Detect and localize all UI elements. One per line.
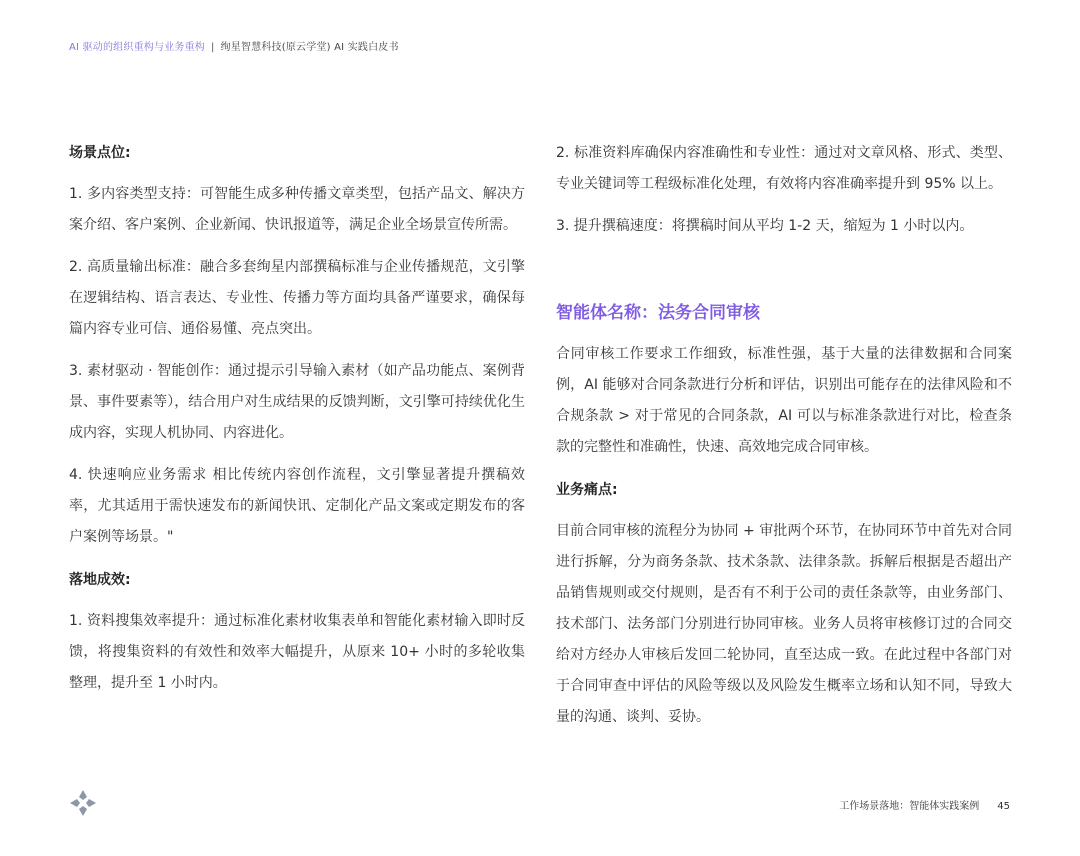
pain-text: 目前合同审核的流程分为协同 + 审批两个环节，在协同环节中首先对合同进行拆解，分为商务条款、技术条款、法律条款。拆解后根据是否超出产品销售规则或交付规则，是否有不利于公司的责任条款等，由业务部门、技术部门、法务部门分别进行协同审核。业务人员将审核修订过的合同交给对方经办人审核后发回二轮协同，直至达成一致。在此过程中各部门对于合同审查中评估的风险等级以及风险发生概率立场和认知不同，导致大量的沟通、谈判、妥协。 — [556, 523, 1012, 725]
running-header — [69, 38, 399, 53]
scene-item: 1. 多内容类型支持：可智能生成多种传播文章类型，包括产品文、解决方案介绍、客户案例、企业新闻、快讯报道等，满足企业全场景宣传所需。 — [69, 186, 525, 233]
result-item: 2. 标准资料库确保内容准确性和专业性：通过对文章风格、形式、类型、专业关键词等工程级标准化处理，有效将内容准确率提升到 95% 以上。 — [556, 145, 1012, 192]
scene-item: 4. 快速响应业务需求 相比传统内容创作流程，文引擎显著提升撰稿效率，尤其适用于需快速发布的新闻快讯、定制化产品文案或定期发布的客户案例等场景。" — [69, 467, 525, 545]
scene-item: 2. 高质量输出标准：融合多套绚星内部撰稿标准与企业传播规范，文引擎在逻辑结构、语言表达、专业性、传播力等方面均具备严谨要求，确保每篇内容专业可信、通俗易懂、亮点突出。 — [69, 259, 525, 337]
header-chapter: AI 驱动的组织重构与业务重构 — [69, 42, 205, 53]
agent-intro: 合同审核工作要求工作细致，标准性强，基于大量的法律数据和合同案例，AI 能够对合同条款进行分析和评估，识别出可能存在的法律风险和不合规条款 > 对于常见的合同条款，AI 可以与标准条款进行对比，检查条款的完整性和准确性，快速、高效地完成合同审核。 — [556, 346, 1012, 455]
scene-heading: 场景点位: — [69, 145, 131, 161]
result-item: 1. 资料搜集效率提升：通过标准化素材收集表单和智能化素材输入即时反馈，将搜集资料的有效性和效率大幅提升，从原来 10+ 小时的多轮收集整理，提升至 1 小时内。 — [69, 613, 525, 691]
result-item: 3. 提升撰稿速度：将撰稿时间从平均 1-2 天，缩短为 1 小时以内。 — [556, 218, 974, 234]
left-column — [69, 138, 525, 699]
right-column — [556, 138, 1012, 733]
footer-section: 工作场景落地：智能体实践案例 — [839, 801, 980, 812]
pain-heading: 业务痛点: — [556, 482, 618, 498]
brand-logo-icon — [69, 789, 97, 817]
agent-title: 智能体名称：法务合同审核 — [556, 303, 760, 323]
header-separator: | — [210, 42, 215, 53]
page-number: 45 — [997, 801, 1010, 812]
scene-item: 3. 素材驱动 · 智能创作：通过提示引导输入素材（如产品功能点、案例背景、事件要素等），结合用户对生成结果的反馈判断，文引擎可持续优化生成内容，实现人机协同、内容进化。 — [69, 363, 525, 441]
page-footer — [839, 797, 1010, 812]
header-book-title: 绚星智慧科技(原云学堂) AI 实践白皮书 — [220, 42, 399, 53]
result-heading: 落地成效: — [69, 572, 131, 588]
